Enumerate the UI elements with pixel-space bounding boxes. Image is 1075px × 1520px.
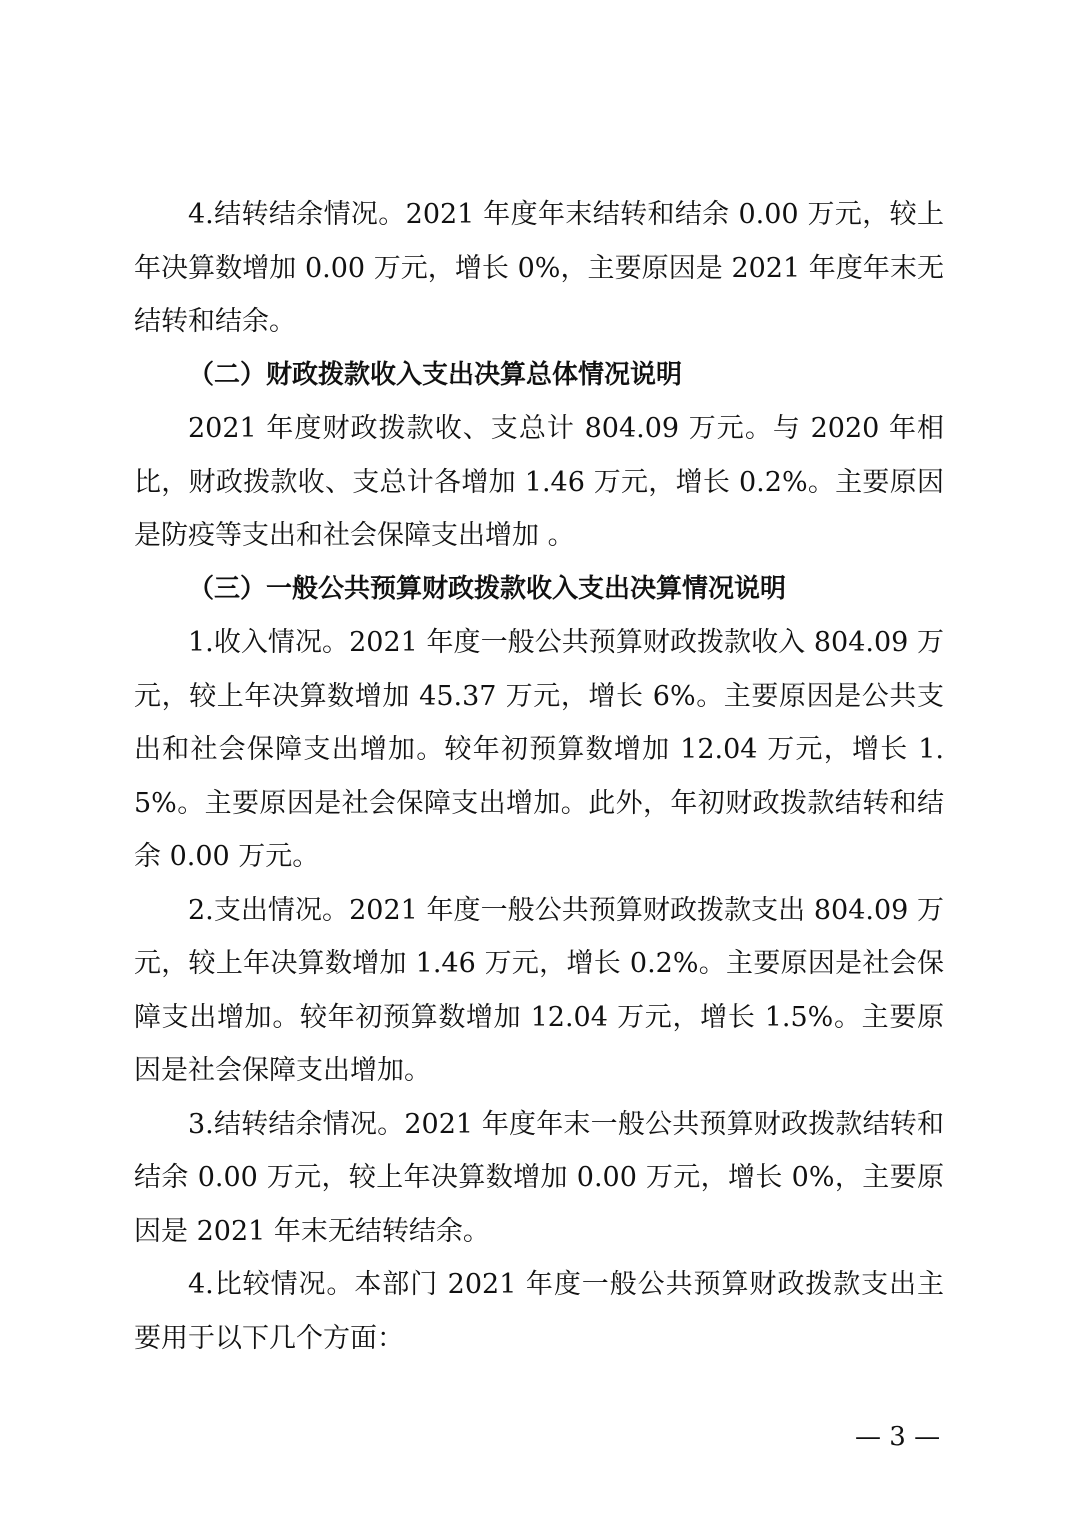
paragraph-income: 1.收入情况。2021 年度一般公共预算财政拨款收入 804.09 万元，较上年决算数增加 45.37 万元，增长 6%。主要原因是公共支出和社会保障支出增加。较年初预算数增加 12.04 万元，增长 1.5%。主要原因是社会保障支出增加。此外，年初财政拨款结转和结余 0.00 万元。 [134,627,944,872]
page-number: — 3 — [855,1422,941,1452]
section-heading-general-public-budget: （三）一般公共预算财政拨款收入支出决算情况说明 [188,573,787,604]
paragraph-carryover-general-budget: 3.结转结余情况。2021 年度年末一般公共预算财政拨款结转和结余 0.00 万元，较上年决算数增加 0.00 万元，增长 0%，主要原因是 2021 年末无结转结余。 [134,1108,944,1247]
section-heading-fiscal-appropriation-overview: （二）财政拨款收入支出决算总体情况说明 [188,359,683,390]
paragraph-expenditure: 2.支出情况。2021 年度一般公共预算财政拨款支出 804.09 万元，较上年决算数增加 1.46 万元，增长 0.2%。主要原因是社会保障支出增加。较年初预算数增加 12.04 万元，增长 1.5%。主要原因是社会保障支出增加。 [134,894,944,1086]
document-body [134,188,944,1365]
paragraph-comparison: 4.比较情况。本部门 2021 年度一般公共预算财政拨款支出主要用于以下几个方面： [134,1269,944,1354]
paragraph-fiscal-appropriation-total: 2021 年度财政拨款收、支总计 804.09 万元。与 2020 年相比，财政拨款收、支总计各增加 1.46 万元，增长 0.2%。主要原因是防疫等支出和社会保障支出增加 。 [134,413,944,551]
paragraph-carryover-balance: 4.结转结余情况。2021 年度年末结转和结余 0.00 万元，较上年决算数增加 0.00 万元，增长 0%，主要原因是 2021 年度年末无结转和结余。 [134,199,944,337]
